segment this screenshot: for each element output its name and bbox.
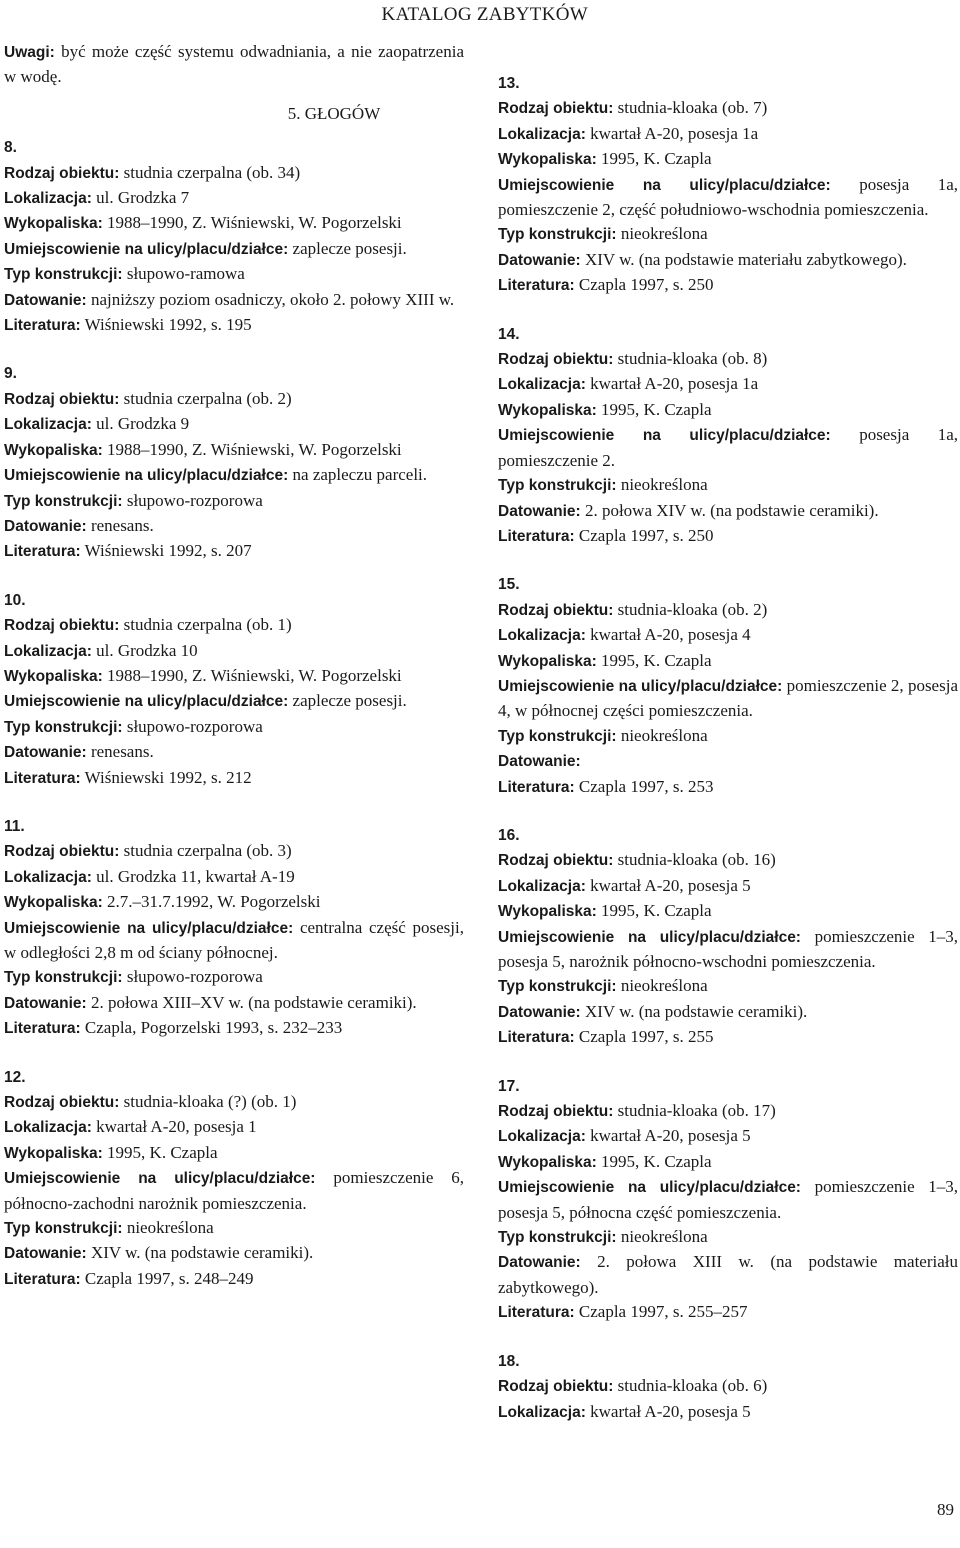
field-value: XIV w. (na podstawie materiału zabytkowego).: [584, 249, 907, 269]
field-label: Literatura:: [498, 1304, 575, 1322]
field-label: Rodzaj obiektu:: [498, 601, 614, 619]
field-value: pomieszczenie 1–3, posesja 5, narożnik północno-wschodni pomieszczenia.: [498, 926, 959, 971]
entry-field: [498, 598, 958, 623]
field-label: Datowanie:: [498, 502, 581, 520]
field-value: nieokreślona: [620, 725, 708, 745]
field-label: Lokalizacja:: [498, 376, 586, 394]
field-label: Typ konstrukcji:: [498, 226, 617, 244]
field-value: renesans.: [90, 742, 154, 762]
field-label: Umiejscowienie na ulicy/placu/działce:: [498, 427, 831, 445]
field-value: studnia-kloaka (ob. 8): [617, 349, 768, 369]
right-entries: [498, 72, 958, 1425]
left-entries: [4, 136, 464, 1292]
field-label: Literatura:: [4, 769, 81, 787]
field-label: Literatura:: [498, 527, 575, 545]
entry-field: [498, 623, 958, 648]
field-label: Datowanie:: [498, 1003, 581, 1021]
field-value: studnia-kloaka (ob. 17): [617, 1101, 776, 1121]
field-label: Umiejscowienie na ulicy/placu/działce:: [498, 1179, 801, 1197]
field-label: Lokalizacja:: [498, 125, 586, 143]
field-value: XIV w. (na podstawie ceramiki).: [90, 1243, 314, 1263]
field-value: ul. Grodzka 9: [96, 414, 190, 434]
note-text: być może część systemu odwadniania, a nie zaopatrzenia w wodę.: [4, 42, 464, 87]
field-value: kwartał A-20, posesja 1: [96, 1117, 257, 1137]
field-value: Czapla 1997, s. 248–249: [84, 1268, 254, 1288]
entry-field: [4, 438, 464, 463]
entry-field: [498, 147, 958, 172]
field-value: 1995, K. Czapla: [107, 1142, 218, 1162]
entry-field: [4, 539, 464, 564]
field-value: studnia-kloaka (ob. 7): [617, 98, 768, 118]
entry-field: [4, 1016, 464, 1041]
right-column: [498, 72, 958, 1449]
entry-field: [4, 916, 464, 966]
field-value: posesja 1a, pomieszczenie 2, część południowo-wschodnia pomieszczenia.: [498, 174, 958, 220]
entry-field: [498, 1225, 958, 1250]
field-label: Literatura:: [4, 1020, 81, 1038]
entry-field: [4, 1090, 464, 1115]
field-value: nieokreślona: [620, 475, 708, 495]
field-label: Datowanie:: [4, 1245, 87, 1263]
field-value: Wiśniewski 1992, s. 212: [84, 767, 252, 787]
field-label: Wykopaliska:: [4, 441, 103, 459]
left-column: [4, 40, 464, 1316]
entry-field: [4, 514, 464, 539]
entry-field: [498, 899, 958, 924]
catalog-entry: [498, 72, 958, 299]
field-value: nieokreślona: [620, 224, 708, 244]
field-value: 1995, K. Czapla: [601, 650, 712, 670]
field-value: pomieszczenie 1–3, posesja 5, północna część pomieszczenia.: [498, 1177, 959, 1222]
entry-field: [4, 412, 464, 437]
entry-field: [498, 974, 958, 999]
field-value: Czapla 1997, s. 255: [578, 1027, 714, 1047]
entry-field: [4, 766, 464, 791]
entry-field: [4, 161, 464, 186]
field-label: Literatura:: [4, 317, 81, 335]
entry-number: 17.: [498, 1077, 520, 1095]
field-label: Lokalizacja:: [498, 877, 586, 895]
entry-number: 8.: [4, 139, 17, 157]
field-label: Lokalizacja:: [498, 1403, 586, 1421]
entry-number: 16.: [498, 826, 520, 844]
field-value: nieokreślona: [620, 1227, 708, 1247]
entry-field: [4, 288, 464, 313]
field-value: pomieszczenie 6, północno-zachodni narożnik pomieszczenia.: [4, 1168, 465, 1213]
entry-field: [4, 664, 464, 689]
entry-field: [498, 1374, 958, 1399]
field-label: Rodzaj obiektu:: [4, 390, 120, 408]
field-value: ul. Grodzka 7: [96, 188, 190, 208]
field-value: słupowo-rozporowa: [126, 490, 263, 510]
field-value: posesja 1a, pomieszczenie 2.: [498, 425, 958, 470]
field-value: kwartał A-20, posesja 5: [590, 1401, 751, 1421]
entry-field: [498, 874, 958, 899]
field-value: 1988–1990, Z. Wiśniewski, W. Pogorzelski: [107, 213, 402, 233]
field-label: Datowanie:: [498, 251, 581, 269]
field-label: Rodzaj obiektu:: [4, 617, 120, 635]
field-label: Umiejscowienie na ulicy/placu/działce:: [4, 240, 289, 258]
entry-field: [4, 262, 464, 287]
field-value: 2. połowa XIV w. (na podstawie ceramiki).: [584, 500, 879, 520]
field-label: Typ konstrukcji:: [498, 477, 617, 495]
entry-field: [498, 775, 958, 800]
field-value: ul. Grodzka 10: [96, 640, 198, 660]
field-value: 1995, K. Czapla: [601, 399, 712, 419]
field-value: 1988–1990, Z. Wiśniewski, W. Pogorzelski: [107, 665, 402, 685]
field-label: Literatura:: [498, 1029, 575, 1047]
entry-field: [4, 186, 464, 211]
field-value: 2. połowa XIII w. (na podstawie materiału zabytkowego).: [498, 1252, 959, 1297]
field-label: Typ konstrukcji:: [498, 978, 617, 996]
field-label: Typ konstrukcji:: [4, 718, 123, 736]
field-value: 2. połowa XIII–XV w. (na podstawie ceramiki).: [90, 992, 417, 1012]
field-label: Rodzaj obiektu:: [4, 1094, 120, 1112]
entry-field: [498, 1400, 958, 1425]
field-label: Typ konstrukcji:: [4, 492, 123, 510]
field-label: Datowanie:: [4, 994, 87, 1012]
field-value: na zapleczu parceli.: [292, 465, 428, 485]
field-label: Umiejscowienie na ulicy/placu/działce:: [4, 467, 289, 485]
entry-field: [498, 1300, 958, 1325]
field-value: studnia czerpalna (ob. 3): [123, 841, 292, 861]
field-label: Typ konstrukcji:: [4, 266, 123, 284]
entry-field: [4, 689, 464, 714]
field-value: renesans.: [90, 515, 154, 535]
entry-field: [498, 1025, 958, 1050]
entry-field: [4, 865, 464, 890]
field-value: Czapla 1997, s. 253: [578, 776, 714, 796]
field-label: Rodzaj obiektu:: [498, 100, 614, 118]
catalog-entry: [4, 815, 464, 1042]
entry-field: [498, 122, 958, 147]
field-value: XIV w. (na podstawie ceramiki).: [584, 1001, 808, 1021]
field-value: centralna część posesji, w odległości 2,8 m od ściany północnej.: [4, 917, 464, 962]
field-label: Typ konstrukcji:: [4, 1220, 123, 1238]
entry-field: [4, 965, 464, 990]
entry-field: [498, 499, 958, 524]
field-value: 1995, K. Czapla: [601, 1151, 712, 1171]
field-label: Wykopaliska:: [4, 215, 103, 233]
entry-field: [4, 1166, 464, 1216]
field-value: Czapla 1997, s. 255–257: [578, 1302, 748, 1322]
field-value: studnia-kloaka (ob. 6): [617, 1376, 768, 1396]
field-label: Lokalizacja:: [4, 642, 92, 660]
field-label: Wykopaliska:: [498, 1153, 597, 1171]
field-label: Datowanie:: [4, 517, 87, 535]
field-value: kwartał A-20, posesja 1a: [590, 374, 759, 394]
entry-field: [498, 96, 958, 121]
field-value: studnia-kloaka (ob. 2): [617, 599, 768, 619]
catalog-entry: [4, 362, 464, 564]
page-number: 89: [937, 1500, 954, 1519]
field-label: Datowanie:: [4, 291, 87, 309]
catalog-entry: [4, 136, 464, 338]
entry-field: [4, 1141, 464, 1166]
entry-field: [4, 839, 464, 864]
note: [4, 40, 464, 90]
field-label: Umiejscowienie na ulicy/placu/działce:: [498, 176, 831, 194]
field-label: Umiejscowienie na ulicy/placu/działce:: [498, 677, 783, 695]
field-label: Umiejscowienie na ulicy/placu/działce:: [4, 919, 294, 937]
catalog-entry: [498, 323, 958, 550]
entry-field: [4, 489, 464, 514]
field-label: Umiejscowienie na ulicy/placu/działce:: [498, 928, 801, 946]
field-value: 1988–1990, Z. Wiśniewski, W. Pogorzelski: [107, 439, 402, 459]
field-label: Wykopaliska:: [498, 652, 597, 670]
entry-field: [498, 222, 958, 247]
field-label: Literatura:: [4, 543, 81, 561]
field-value: najniższy poziom osadniczy, około 2. połowy XIII w.: [90, 289, 455, 309]
entry-field: [498, 398, 958, 423]
field-value: studnia czerpalna (ob. 34): [123, 162, 301, 182]
entry-field: [4, 890, 464, 915]
catalog-entry: [4, 589, 464, 791]
entry-field: [4, 1267, 464, 1292]
field-value: nieokreślona: [620, 976, 708, 996]
note-label: Uwagi:: [4, 44, 55, 61]
entry-field: [498, 1000, 958, 1025]
field-value: ul. Grodzka 11, kwartał A-19: [96, 866, 295, 886]
entry-field: [4, 387, 464, 412]
field-label: Wykopaliska:: [498, 903, 597, 921]
field-label: Wykopaliska:: [498, 401, 597, 419]
entry-field: [498, 1124, 958, 1149]
entry-field: [4, 211, 464, 236]
catalog-entry: [498, 824, 958, 1051]
entry-number: 13.: [498, 75, 520, 92]
field-value: słupowo-ramowa: [126, 264, 245, 284]
field-label: Lokalizacja:: [498, 627, 586, 645]
entry-number: 10.: [4, 591, 26, 609]
catalog-entry: [498, 573, 958, 800]
field-label: Typ konstrukcji:: [498, 727, 617, 745]
field-value: kwartał A-20, posesja 5: [590, 1126, 751, 1146]
entry-field: [498, 423, 958, 473]
field-value: kwartał A-20, posesja 4: [590, 625, 751, 645]
field-label: Datowanie:: [498, 1254, 581, 1272]
entry-field: [498, 1099, 958, 1124]
field-value: Wiśniewski 1992, s. 195: [84, 315, 252, 335]
field-value: 1995, K. Czapla: [601, 901, 712, 921]
entry-field: [498, 524, 958, 549]
field-value: Czapla, Pogorzelski 1993, s. 232–233: [84, 1018, 343, 1038]
field-label: Typ konstrukcji:: [498, 1229, 617, 1247]
field-value: kwartał A-20, posesja 1a: [590, 123, 759, 143]
entry-field: [498, 1150, 958, 1175]
entry-field: [4, 639, 464, 664]
entry-number: 14.: [498, 325, 520, 343]
catalog-entry: [4, 1066, 464, 1293]
entry-field: [4, 313, 464, 338]
running-header: KATALOG ZABYTKÓW: [381, 4, 588, 25]
field-label: Lokalizacja:: [498, 1128, 586, 1146]
field-label: Lokalizacja:: [4, 1119, 92, 1137]
field-label: Rodzaj obiektu:: [4, 164, 120, 182]
entry-number: 9.: [4, 365, 17, 383]
entry-field: [4, 715, 464, 740]
entry-number: 11.: [4, 817, 25, 835]
field-label: Literatura:: [4, 1270, 81, 1288]
entry-field: [498, 749, 958, 774]
entry-field: [498, 674, 958, 724]
field-label: Rodzaj obiektu:: [498, 1378, 614, 1396]
entry-field: [4, 1241, 464, 1266]
entry-field: [498, 473, 958, 498]
field-label: Rodzaj obiektu:: [4, 843, 120, 861]
field-label: Wykopaliska:: [4, 894, 103, 912]
field-value: studnia-kloaka (ob. 16): [617, 850, 776, 870]
entry-field: [498, 724, 958, 749]
field-label: Wykopaliska:: [4, 667, 103, 685]
entry-field: [498, 248, 958, 273]
entry-field: [498, 925, 958, 975]
entry-field: [498, 372, 958, 397]
field-label: Datowanie:: [498, 753, 581, 771]
entry-field: [498, 1175, 958, 1225]
field-label: Wykopaliska:: [4, 1144, 103, 1162]
field-value: Czapla 1997, s. 250: [578, 275, 714, 295]
field-label: Umiejscowienie na ulicy/placu/działce:: [4, 693, 289, 711]
entry-field: [498, 347, 958, 372]
field-label: Typ konstrukcji:: [4, 969, 123, 987]
catalog-entry: [498, 1075, 958, 1326]
entry-field: [498, 649, 958, 674]
entry-field: [4, 613, 464, 638]
section-title: 5. GŁOGÓW: [287, 103, 381, 123]
entry-field: [4, 740, 464, 765]
field-label: Rodzaj obiektu:: [498, 1103, 614, 1121]
entry-number: 12.: [4, 1068, 26, 1086]
entry-field: [498, 273, 958, 298]
entry-field: [4, 237, 464, 262]
field-value: słupowo-rozporowa: [126, 716, 263, 736]
entry-field: [4, 991, 464, 1016]
entry-field: [4, 1216, 464, 1241]
field-label: Rodzaj obiektu:: [498, 351, 614, 369]
field-value: nieokreślona: [126, 1218, 214, 1238]
field-value: Czapla 1997, s. 250: [578, 525, 714, 545]
field-label: Rodzaj obiektu:: [498, 852, 614, 870]
field-value: kwartał A-20, posesja 5: [590, 875, 751, 895]
field-label: Lokalizacja:: [4, 416, 92, 434]
field-value: studnia-kloaka (?) (ob. 1): [123, 1092, 297, 1112]
field-value: Wiśniewski 1992, s. 207: [84, 541, 252, 561]
field-label: Lokalizacja:: [4, 190, 92, 208]
field-label: Literatura:: [498, 277, 575, 295]
entry-field: [4, 463, 464, 488]
field-value: 2.7.–31.7.1992, W. Pogorzelski: [107, 892, 321, 912]
entry-number: 18.: [498, 1352, 520, 1370]
field-label: Wykopaliska:: [498, 151, 597, 169]
field-value: słupowo-rozporowa: [126, 967, 263, 987]
field-label: Umiejscowienie na ulicy/placu/działce:: [4, 1170, 316, 1188]
entry-number: 15.: [498, 576, 520, 594]
entry-field: [498, 1250, 958, 1300]
entry-field: [498, 173, 958, 223]
field-label: Datowanie:: [4, 744, 87, 762]
field-value: zaplecze posesji.: [292, 238, 407, 258]
field-label: Literatura:: [498, 778, 575, 796]
catalog-entry: [498, 1350, 958, 1425]
field-value: 1995, K. Czapla: [601, 149, 712, 169]
entry-field: [4, 1115, 464, 1140]
field-label: Lokalizacja:: [4, 868, 92, 886]
field-value: studnia czerpalna (ob. 2): [123, 388, 292, 408]
field-value: zaplecze posesji.: [292, 691, 407, 711]
field-value: studnia czerpalna (ob. 1): [123, 615, 292, 635]
entry-field: [498, 848, 958, 873]
field-value: pomieszczenie 2, posesja 4, w północnej części pomieszczenia.: [498, 675, 958, 721]
